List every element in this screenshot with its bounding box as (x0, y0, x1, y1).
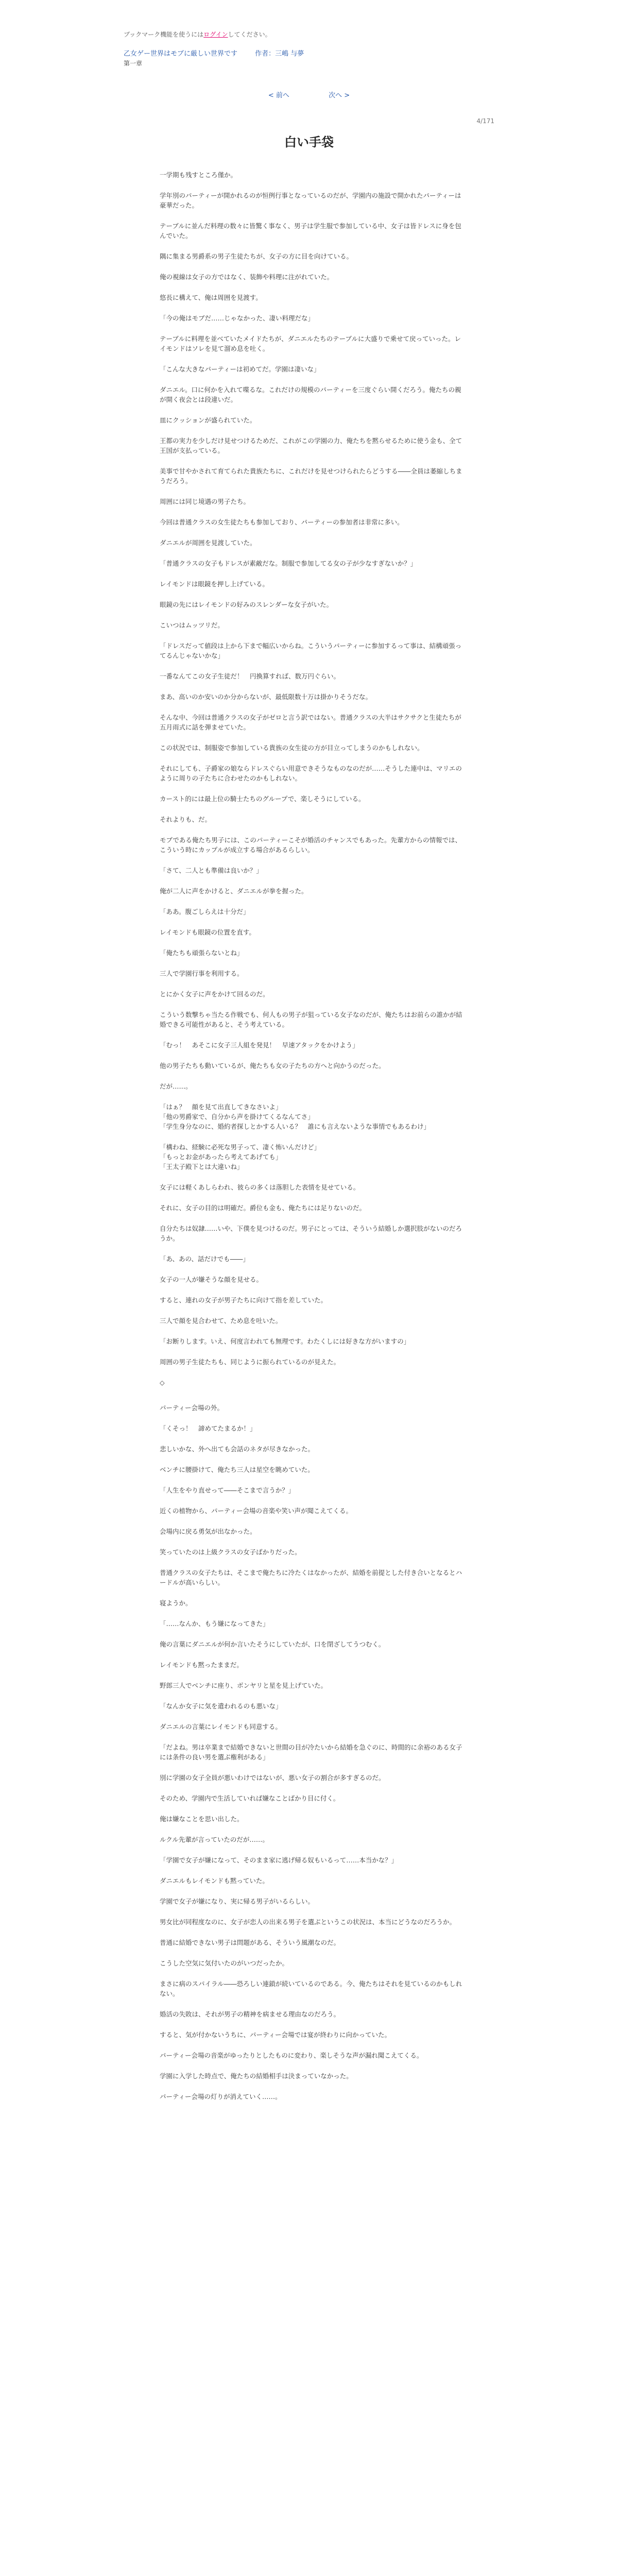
body-paragraph: レイモンドも黙ったままだ。 (160, 1661, 243, 1669)
body-paragraph: 「構わね、経験に必死な男子って、凄く怖いんだけど」 「もっとお金があったら考えてあげても」 「王太子殿下とは大違いね」 (160, 1143, 321, 1171)
body-paragraph: 今回は普通クラスの女生徒たちも参加しており、パーティーの参加者は非常に多い。 (160, 518, 404, 526)
next-page-link[interactable]: 次へ > (329, 92, 350, 99)
body-paragraph: 学年別のパーティーが開かれるのが恒例行事となっているのだが、学園内の施設で開かれたパーティーは豪華だった。 (160, 192, 461, 209)
body-paragraph: 三人で顔を見合わせて、ため息を吐いた。 (160, 1317, 282, 1325)
novel-body (160, 170, 464, 2112)
body-paragraph: そんな中、今回は普通クラスの女子がゼロと言う訳ではない。普通クラスの大半はサクサクと生徒たちが五月雨式に話を弾ませていた。 (160, 714, 461, 731)
body-paragraph: 「だよね。男は卒業まで結婚できないと世間の目が冷たいから結婚を急ぐのに、時間的に余裕のある女子には条件の良い男を選ぶ権利がある」 (160, 1743, 462, 1761)
body-paragraph: それにしても、子爵家の娘ならドレスぐらい用意できそうなものなのだが……そうした連中は、マリエのように周りの子たちに合わせたのかもしれない。 (160, 765, 462, 782)
body-paragraph: まさに病のスパイラル――恐ろしい連鎖が続いているのである。今、俺たちはそれを見ているのかもしれない。 (160, 1980, 462, 1997)
body-paragraph: 俺の言葉にダニエルが何か言いたそうにしていたが、口を閉ざしてうつむく。 (160, 1640, 385, 1648)
body-paragraph: 一番なんてこの女子生徒だ！ 円換算すれば、数万円ぐらい。 (160, 672, 340, 680)
body-paragraph: 隅に集まる男爵系の男子生徒たちが、女子の方に目を向けている。 (160, 252, 353, 260)
body-paragraph: 「ああ。腹ごしらえは十分だ」 (160, 908, 250, 916)
body-paragraph: こうした空気に気付いたのがいつだったか。 (160, 1959, 289, 1967)
author-link[interactable]: 三嶋 与夢 (275, 50, 304, 58)
body-paragraph: 「さて、二人とも準備は良いか？」 (160, 867, 263, 874)
bookmark-login-note (124, 30, 271, 39)
body-paragraph: 「こんな大きなパーティーは初めてだ。学園は凄いな」 (160, 365, 320, 373)
body-paragraph: 女子の一人が嫌そうな顔を見せる。 (160, 1276, 263, 1283)
body-paragraph: 「今の俺はモブだ……じゃなかった、凄い料理だな」 (160, 314, 315, 322)
body-paragraph: 悲しいかな、外へ出ても会話のネタが尽きなかった。 (160, 1445, 315, 1453)
note-suffix: してください。 (228, 31, 271, 38)
body-paragraph: 「人生をやり直せって――そこまで言うか？」 (160, 1486, 295, 1494)
body-paragraph: こいつはムッツリだ。 (160, 621, 224, 629)
body-paragraph: 自分たちは奴隷……いや、下僕を見つけるのだ。男子にとっては、そういう結婚しか選択肢がないのだろうか。 (160, 1225, 462, 1242)
scene-separator: ◇ (160, 1379, 165, 1386)
body-paragraph: 寝ようか。 (160, 1599, 192, 1607)
body-paragraph: ルクル先輩が言っていたのだが……。 (160, 1836, 269, 1843)
body-paragraph: 普通に結婚できない男子は問題がある、そういう風潮なのだ。 (160, 1939, 340, 1946)
body-paragraph: 「普通クラスの女子もドレスが素敵だな。制服で参加してる女の子が少なすぎないか？」 (160, 560, 417, 567)
body-paragraph: 「なんか女子に気を遣われるのも悪いな」 (160, 1702, 282, 1710)
body-paragraph: レイモンドも眼鏡の位置を直す。 (160, 928, 255, 936)
body-paragraph: 一学期も残すところ僅か。 (160, 171, 237, 179)
body-paragraph: それよりも、だ。 (160, 816, 212, 823)
body-paragraph: 「くそっ！ 諦めてたまるか！」 (160, 1425, 256, 1432)
body-paragraph: 婚活の失敗は、それが男子の精神を病ませる理由なのだろう。 (160, 2010, 340, 2018)
body-paragraph: 皿にクッションが盛られていた。 (160, 416, 256, 424)
chapter-label: 第一章 (124, 60, 143, 67)
body-paragraph: 「学園で女子が嫌になって、そのまま家に逃げ帰る奴もいるって……本当かな？」 (160, 1856, 398, 1864)
page-count: 4/171 (476, 117, 494, 125)
body-paragraph: そのため、学園内で生活していれば嫌なことばかり目に付く。 (160, 1794, 340, 1802)
body-paragraph: 別に学園の女子全員が悪いわけではないが、悪い女子の割合が多すぎるのだ。 (160, 1774, 385, 1782)
body-paragraph: ダニエルの言葉にレイモンドも同意する。 (160, 1723, 282, 1731)
login-link[interactable]: ログイン (203, 31, 228, 38)
body-paragraph: 「あ、あの、話だけでも――」 (160, 1255, 250, 1263)
body-paragraph: ダニエルが周囲を見渡していた。 (160, 539, 256, 547)
body-paragraph: 女子には軽くあしらわれ、彼らの多くは落胆した表情を見せている。 (160, 1183, 360, 1191)
body-paragraph: それに、女子の目的は明確だ。爵位も金も、俺たちには足りないのだ。 (160, 1204, 366, 1212)
body-paragraph: モブである俺たち男子には、このパーティーこそが婚活のチャンスでもあった。先輩方からの情報では、こういう時にカップルが成立する場合があるらしい。 (160, 836, 462, 854)
body-paragraph: 眼鏡の先にはレイモンドの好みのスレンダーな女子がいた。 (160, 601, 333, 608)
body-paragraph: 「俺たちも頑張らないとね」 (160, 949, 244, 957)
note-prefix: ブックマーク機能を使うには (124, 31, 204, 38)
body-paragraph: 悠長に構えて、俺は周囲を見渡す。 (160, 294, 262, 301)
author-label: 作者： (255, 50, 276, 58)
body-paragraph: ダニエル。口に何かを入れて喋るな。これだけの規模のパーティーを三度ぐらい開くだろう。俺たちの親が開く夜会とは段違いだ。 (160, 386, 461, 403)
prev-page-link[interactable]: < 前へ (268, 92, 289, 99)
episode-title: 白い手袋 (284, 135, 334, 149)
body-paragraph: ダニエルもレイモンドも黙っていた。 (160, 1877, 269, 1885)
body-paragraph: パーティー会場の灯りが消えていく……。 (160, 2093, 282, 2100)
body-paragraph: 「お断りします。いえ、何度言われても無理です。わたくしには好きな方がいますの」 (160, 1337, 410, 1345)
body-paragraph: テーブルに料理を並べていたメイドたちが、ダニエルたちのテーブルに大盛りで乗せて戻っていった。レイモンドはソレを見て溜め息を吐く。 (160, 335, 461, 352)
body-paragraph: 「ドレスだって値段は上から下まで幅広いからね。こういうパーティーに参加するって事は、結構頑張ってるんじゃないかな」 (160, 642, 462, 659)
series-title-link[interactable]: 乙女ゲー世界はモブに厳しい世界です (124, 50, 238, 58)
body-paragraph: 学園に入学した時点で、俺たちの結婚相手は決まっていなかった。 (160, 2072, 353, 2080)
body-paragraph: とにかく女子に声をかけて回るのだ。 (160, 990, 269, 998)
body-paragraph: 三人で学園行事を利用する。 (160, 970, 244, 977)
body-paragraph: 王都の実力を少しだけ見せつけるためだ、これがこの学園の力、俺たちを黙らせるために使う金も、全て王国が支払っている。 (160, 437, 462, 454)
pager (0, 90, 618, 99)
body-paragraph: 俺は嫌なことを思い出した。 (160, 1815, 244, 1823)
body-paragraph: パーティー会場の音楽がゆったりとしたものに変わり、楽しそうな声が漏れ聞こえてくる。 (160, 2052, 423, 2059)
body-paragraph: 周囲の男子生徒たちも、同じように振られているのが見えた。 (160, 1358, 340, 1366)
body-paragraph: 「むっ！ あそこに女子三人組を発見！ 早速アタックをかけよう」 (160, 1041, 359, 1049)
body-paragraph: 野郎三人でベンチに座り、ボンヤリと星を見上げていた。 (160, 1682, 328, 1689)
body-paragraph: テーブルに並んだ料理の数々に皆驚く事なく、男子は学生服で参加している中、女子は皆ドレスに身を包んでいた。 (160, 222, 461, 240)
body-paragraph: 男女比が同程度なのに、女子が恋人の出来る男子を選ぶというこの状況は、本当にどうなのだろうか。 (160, 1918, 456, 1926)
body-paragraph: 会場内に戻る勇気が出なかった。 (160, 1528, 256, 1535)
series-header (124, 48, 304, 58)
body-paragraph: 「はぁ？ 顔を見て出直してきなさいよ」 「他の男爵家で、自分から声を掛けてくるなんてさ」 「学生身分なのに、婚約者探しとかする人いる？ 誰にも言えないような事情でもあるわけ」 (160, 1103, 431, 1130)
body-paragraph: 周囲には同じ境遇の男子たち。 (160, 498, 250, 505)
body-paragraph: 俺が二人に声をかけると、ダニエルが拳を握った。 (160, 887, 308, 895)
body-paragraph: パーティー会場の外。 (160, 1404, 224, 1412)
body-paragraph: 「……なんか、もう嫌になってきた」 (160, 1620, 269, 1628)
body-paragraph: すると、連れの女子が男子たちに向けて指を差していた。 (160, 1296, 328, 1304)
body-paragraph: 普通クラスの女子たちは、そこまで俺たちに冷たくはなかったが、結婚を前提とした付き合いとなるとハードルが高いらしい。 (160, 1569, 462, 1586)
body-paragraph: だが……。 (160, 1082, 192, 1090)
body-paragraph: カースト的には最上位の騎士たちのグループで、楽しそうにしている。 (160, 795, 365, 803)
body-paragraph: 他の男子たちも動いているが、俺たちも女の子たちの方へと向かうのだった。 (160, 1062, 385, 1070)
body-paragraph: 近くの植物から、パーティー会場の音楽や笑い声が聞こえてくる。 (160, 1507, 353, 1515)
body-paragraph: この状況では、制服姿で参加している貴族の女生徒の方が目立ってしまうのかもしれない。 (160, 744, 424, 752)
body-paragraph: こういう数撃ちゃ当たる作戦でも、何人もの男子が狙っている女子なのだが、俺たちはお前らの誰かが結婚できる可能性があると、そう考えている。 (160, 1011, 462, 1028)
body-paragraph: 美事で甘やかされて育てられた貴族たちに、これだけを見せつけられたらどうする――全員は萎縮しちまうだろう。 (160, 467, 462, 485)
body-paragraph: 俺の視線は女子の方ではなく、装飾や料理に注がれていた。 (160, 273, 334, 281)
body-paragraph: 学園で女子が嫌になり、実に帰る男子がいるらしい。 (160, 1897, 315, 1905)
body-paragraph: レイモンドは眼鏡を押し上げている。 (160, 580, 269, 588)
body-paragraph: まあ、高いのか安いのか分からないが、最低限数十万は掛かりそうだな。 (160, 693, 372, 701)
body-paragraph: すると、気が付かないうちに、パーティー会場では宴が終わりに向かっていた。 (160, 2031, 391, 2039)
body-paragraph: 笑っていたのは上級クラスの女子ばかりだった。 (160, 1548, 301, 1556)
body-paragraph: ベンチに腰掛けて、俺たち三人は星空を眺めていた。 (160, 1466, 314, 1473)
